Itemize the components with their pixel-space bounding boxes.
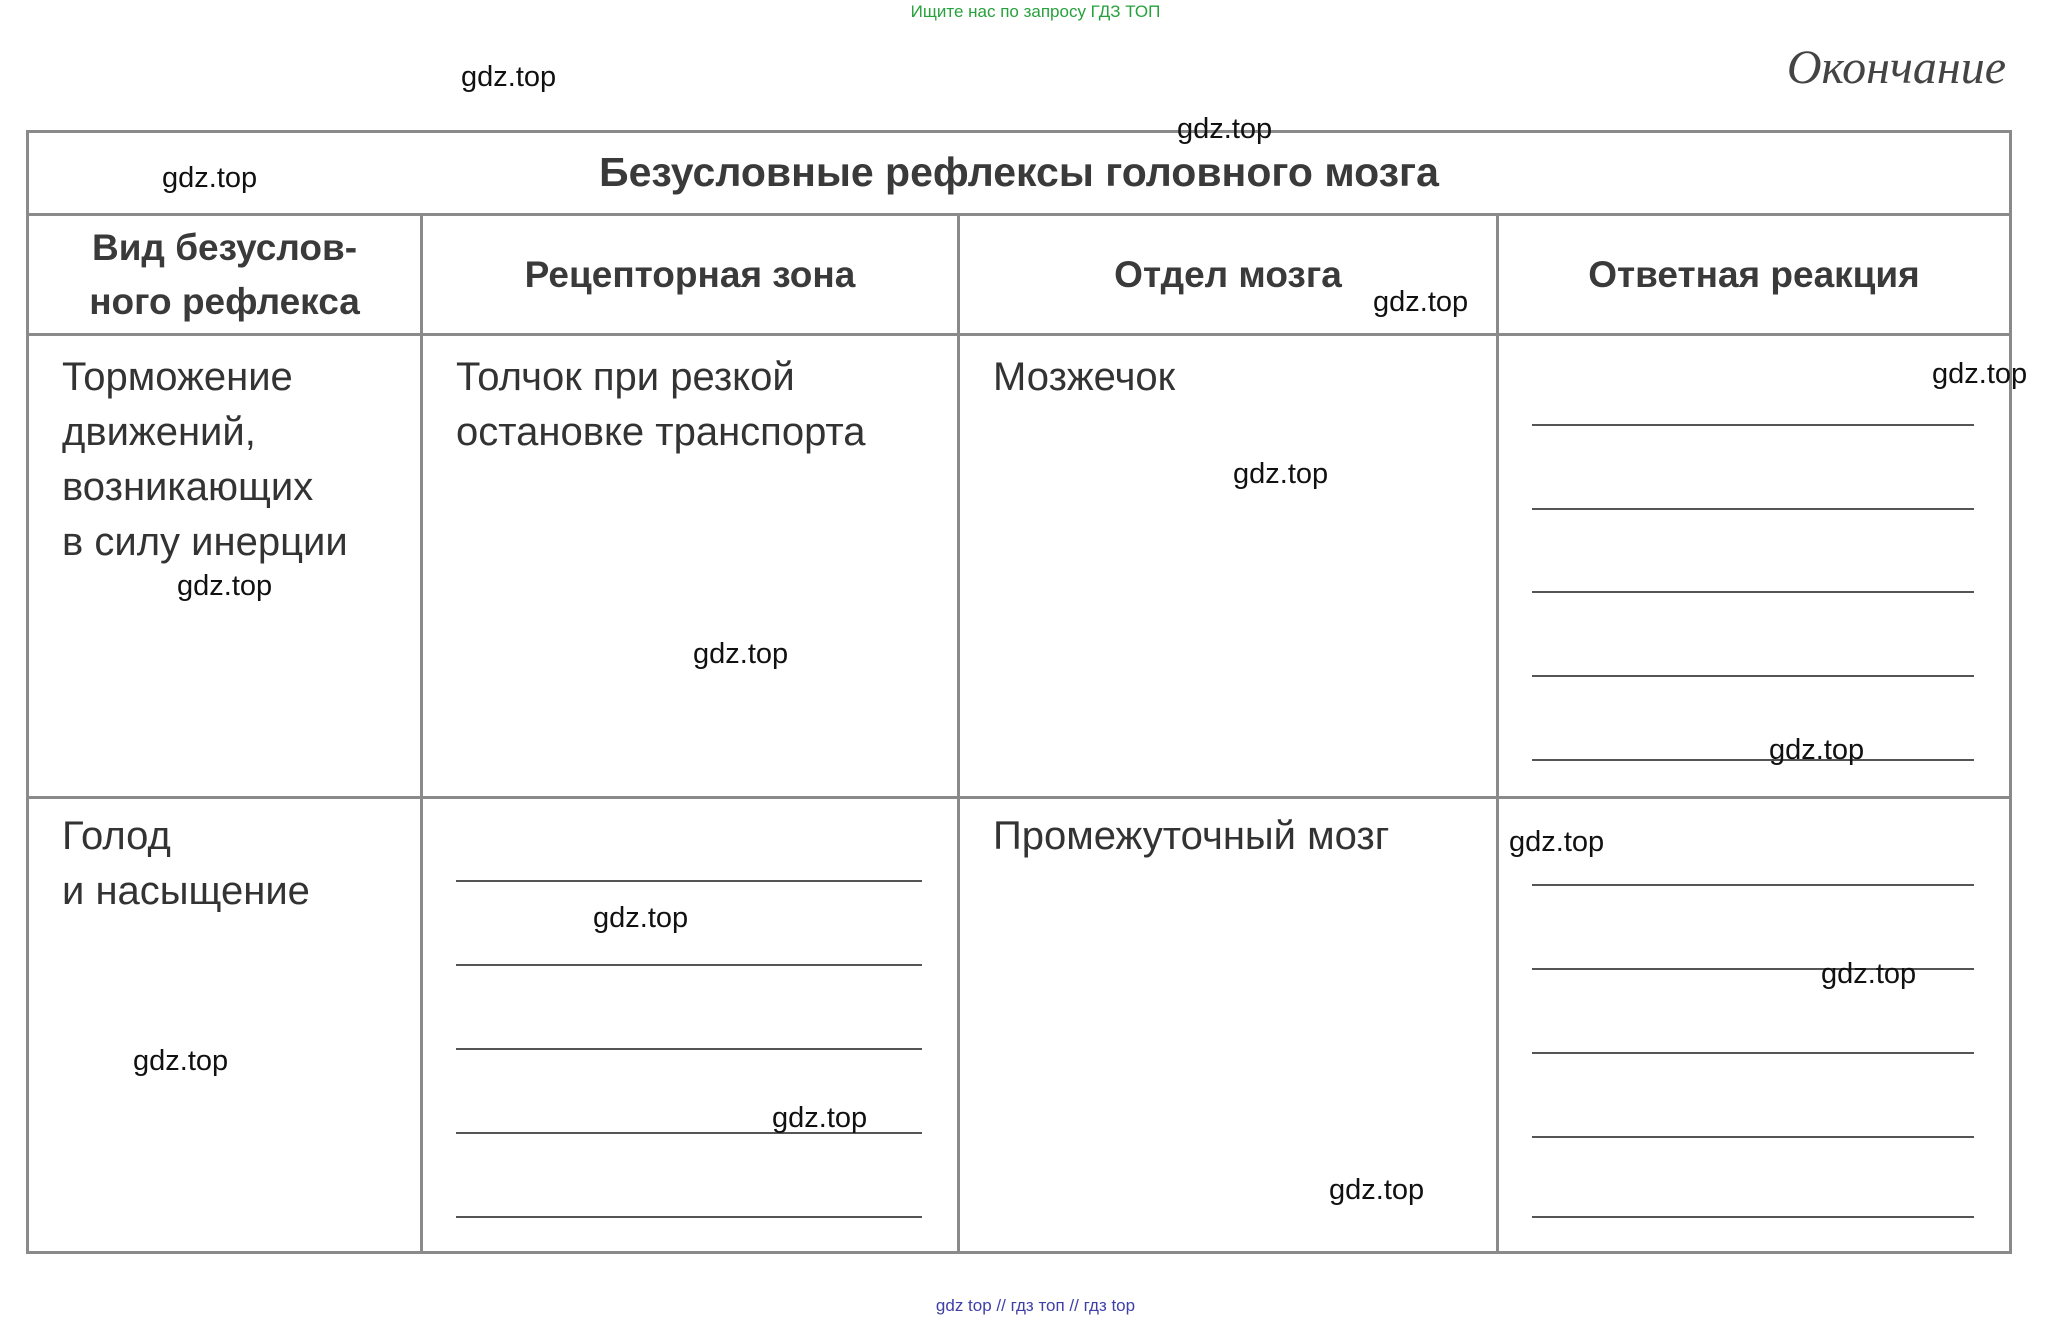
divider	[26, 333, 2012, 336]
row1-response-line	[1532, 508, 1974, 510]
watermark: gdz.top	[1821, 958, 1917, 990]
row1-receptor-zone: Толчок при резкой остановке транспорта	[456, 355, 866, 454]
column-header-response: Ответная реакция	[1588, 253, 1920, 295]
row1-reflex-type: Торможение движений, возникающих в силу инерции	[62, 355, 348, 564]
row1-response-line	[1532, 759, 1974, 761]
footer-note: gdz top // гдз топ // гдз top	[935, 1296, 1136, 1315]
search-hint: Ищите нас по запросу ГДЗ ТОП	[910, 2, 1161, 21]
watermark: gdz.top	[133, 1045, 229, 1077]
column-header-reflex-type: Вид безуслов- ного рефлекса	[89, 226, 360, 322]
row2-receptor-line	[456, 880, 922, 882]
watermark: gdz.top	[772, 1102, 868, 1134]
row2-response-line	[1532, 1216, 1974, 1218]
watermark: gdz.top	[1233, 458, 1329, 490]
row2-brain-section: Промежуточный мозг	[993, 814, 1390, 858]
table-title: Безусловные рефлексы головного мозга	[599, 149, 1439, 195]
watermark: gdz.top	[1509, 826, 1605, 858]
row2-reflex-type: Голод и насыщение	[62, 814, 310, 913]
row1-response-line	[1532, 675, 1974, 677]
divider	[26, 796, 2012, 799]
watermark: gdz.top	[593, 902, 689, 934]
column-header-brain-section: Отдел мозга	[1114, 253, 1342, 295]
divider	[1496, 213, 1499, 1254]
row2-receptor-line	[456, 1048, 922, 1050]
watermark: gdz.top	[1769, 734, 1865, 766]
watermark: gdz.top	[693, 638, 789, 670]
row2-response-line	[1532, 1136, 1974, 1138]
row1-response-line	[1532, 591, 1974, 593]
divider	[957, 213, 960, 1254]
watermark: gdz.top	[1932, 358, 2028, 390]
watermark: gdz.top	[1373, 286, 1469, 318]
row2-receptor-line	[456, 964, 922, 966]
watermark: gdz.top	[1177, 113, 1273, 145]
watermark: gdz.top	[162, 162, 258, 194]
column-header-receptor-zone: Рецепторная зона	[524, 253, 856, 295]
continuation-label: Окончание	[1786, 41, 2006, 94]
divider	[420, 213, 423, 1254]
watermark: gdz.top	[1329, 1174, 1425, 1206]
row2-response-line	[1532, 884, 1974, 886]
watermark: gdz.top	[177, 570, 273, 602]
row1-response-line	[1532, 424, 1974, 426]
row2-receptor-line	[456, 1216, 922, 1218]
row2-response-line	[1532, 1052, 1974, 1054]
row1-brain-section: Мозжечок	[993, 355, 1176, 399]
watermark: gdz.top	[461, 61, 557, 93]
